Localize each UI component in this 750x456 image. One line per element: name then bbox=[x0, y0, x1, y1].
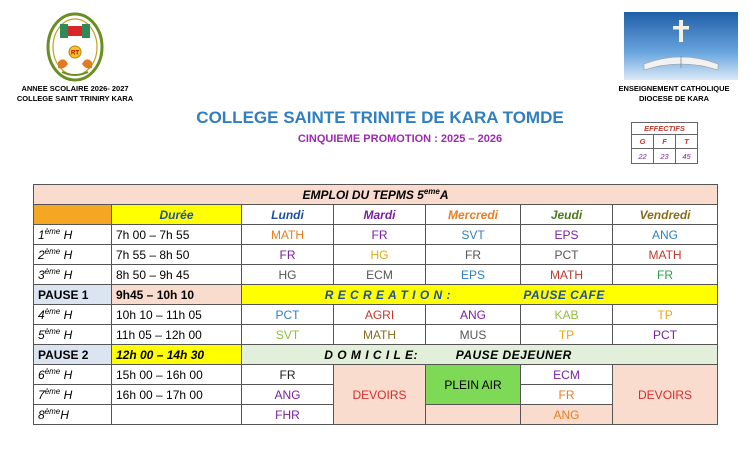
subject-cell: ANG bbox=[242, 385, 334, 405]
effectifs-title: EFFECTIFS bbox=[632, 123, 698, 135]
hour-label: 1ème H bbox=[34, 225, 112, 245]
table-row bbox=[34, 225, 718, 245]
school-crest-logo bbox=[46, 12, 104, 82]
pause-2-band: D O M I C I L E: PAUSE DEJEUNER bbox=[242, 345, 718, 365]
devoirs-mardi: DEVOIRS bbox=[334, 365, 426, 425]
effectifs-value-t: 45 bbox=[676, 149, 698, 164]
subject-cell: PCT bbox=[613, 325, 718, 345]
subject-cell: KAB bbox=[521, 305, 613, 325]
promotion-subtitle: CINQUIEME PROMOTION : 2025 – 2026 bbox=[297, 133, 503, 145]
effectifs-header-f: F bbox=[654, 135, 676, 149]
subject-cell: FHR bbox=[242, 405, 334, 425]
hour-label: 3ème H bbox=[34, 265, 112, 285]
hour-label: 6ème H bbox=[34, 365, 112, 385]
subject-cell: AGRI bbox=[334, 305, 426, 325]
table-row bbox=[34, 365, 718, 385]
school-name-title: COLLEGE SAINTE TRINITE DE KARA TOMDE bbox=[196, 108, 564, 127]
subject-cell: FR bbox=[521, 385, 613, 405]
subject-cell: PCT bbox=[242, 305, 334, 325]
header-corner bbox=[34, 205, 112, 225]
timetable-title-row bbox=[34, 185, 718, 205]
pause-1-time: 9h45 – 10h 10 bbox=[112, 285, 242, 305]
plein-air-mercredi: PLEIN AIR bbox=[426, 365, 521, 405]
diocese-label: DIOCESE DE KARA bbox=[638, 94, 709, 103]
subject-cell: SVT bbox=[426, 225, 521, 245]
header-duree: Durée bbox=[112, 205, 242, 225]
timetable-header-row bbox=[34, 205, 718, 225]
hour-label: 7ème H bbox=[34, 385, 112, 405]
pause-1-band: R E C R E A T I O N : PAUSE CAFE bbox=[242, 285, 718, 305]
subject-cell: FR bbox=[613, 265, 718, 285]
subject-cell: EPS bbox=[426, 265, 521, 285]
effectifs-header-t: T bbox=[676, 135, 698, 149]
hour-label: 2ème H bbox=[34, 245, 112, 265]
subject-cell: FR bbox=[334, 225, 426, 245]
header-vendredi: Vendredi bbox=[613, 205, 718, 225]
subject-cell: ANG bbox=[521, 405, 613, 425]
pause-2-time: 12h 00 – 14h 30 bbox=[112, 345, 242, 365]
time-slot: 11h 05 – 12h 00 bbox=[112, 325, 242, 345]
subject-cell: ANG bbox=[613, 225, 718, 245]
pause-2-row bbox=[34, 345, 718, 365]
time-slot bbox=[112, 405, 242, 425]
table-row bbox=[34, 245, 718, 265]
table-row bbox=[34, 265, 718, 285]
header-jeudi: Jeudi bbox=[521, 205, 613, 225]
time-slot: 15h 00 – 16h 00 bbox=[112, 365, 242, 385]
subject-cell: PCT bbox=[521, 245, 613, 265]
subject-cell: SVT bbox=[242, 325, 334, 345]
time-slot: 10h 10 – 11h 05 bbox=[112, 305, 242, 325]
subject-cell: ECM bbox=[521, 365, 613, 385]
subject-cell: HG bbox=[334, 245, 426, 265]
subject-cell: ECM bbox=[334, 265, 426, 285]
header-mardi: Mardi bbox=[334, 205, 426, 225]
effectifs-header-g: G bbox=[632, 135, 654, 149]
subject-cell: TP bbox=[521, 325, 613, 345]
timetable bbox=[33, 184, 718, 425]
subject-cell: MATH bbox=[334, 325, 426, 345]
effectifs-table bbox=[631, 122, 698, 164]
pause-1-label: PAUSE 1 bbox=[34, 285, 112, 305]
devoirs-vendredi: DEVOIRS bbox=[613, 365, 718, 425]
subject-cell: MATH bbox=[521, 265, 613, 285]
svg-text:RT: RT bbox=[71, 50, 79, 57]
effectifs-value-f: 23 bbox=[654, 149, 676, 164]
hour-label: 5ème H bbox=[34, 325, 112, 345]
right-caption bbox=[604, 84, 744, 104]
time-slot: 8h 50 – 9h 45 bbox=[112, 265, 242, 285]
header-lundi: Lundi bbox=[242, 205, 334, 225]
left-caption bbox=[0, 84, 150, 104]
pause-2-label: PAUSE 2 bbox=[34, 345, 112, 365]
subject-cell: EPS bbox=[521, 225, 613, 245]
subject-cell: MATH bbox=[613, 245, 718, 265]
subject-cell: ANG bbox=[426, 305, 521, 325]
catholic-education-logo bbox=[624, 12, 738, 80]
subject-cell: TP bbox=[613, 305, 718, 325]
header-mercredi: Mercredi bbox=[426, 205, 521, 225]
subject-cell: FR bbox=[242, 245, 334, 265]
subject-cell: MATH bbox=[242, 225, 334, 245]
college-short-name: COLLEGE SAINT TRINIRY KARA bbox=[16, 94, 134, 103]
subject-cell: FR bbox=[242, 365, 334, 385]
table-row bbox=[34, 305, 718, 325]
time-slot: 7h 00 – 7h 55 bbox=[112, 225, 242, 245]
hour-label: 4ème H bbox=[34, 305, 112, 325]
school-year: ANNEE SCOLAIRE 2026- 2027 bbox=[21, 84, 129, 93]
effectifs-value-g: 22 bbox=[632, 149, 654, 164]
time-slot: 7h 55 – 8h 50 bbox=[112, 245, 242, 265]
subject-cell: FR bbox=[426, 245, 521, 265]
table-row bbox=[34, 325, 718, 345]
subject-cell: HG bbox=[242, 265, 334, 285]
timetable-title: EMPLOI DU TEPMS 5emeA bbox=[34, 185, 718, 205]
time-slot: 16h 00 – 17h 00 bbox=[112, 385, 242, 405]
pause-1-row bbox=[34, 285, 718, 305]
hour-label: 8èmeH bbox=[34, 405, 112, 425]
catholic-education-label: ENSEIGNEMENT CATHOLIQUE bbox=[618, 84, 730, 93]
subject-cell: MUS bbox=[426, 325, 521, 345]
empty-cell bbox=[426, 405, 521, 425]
